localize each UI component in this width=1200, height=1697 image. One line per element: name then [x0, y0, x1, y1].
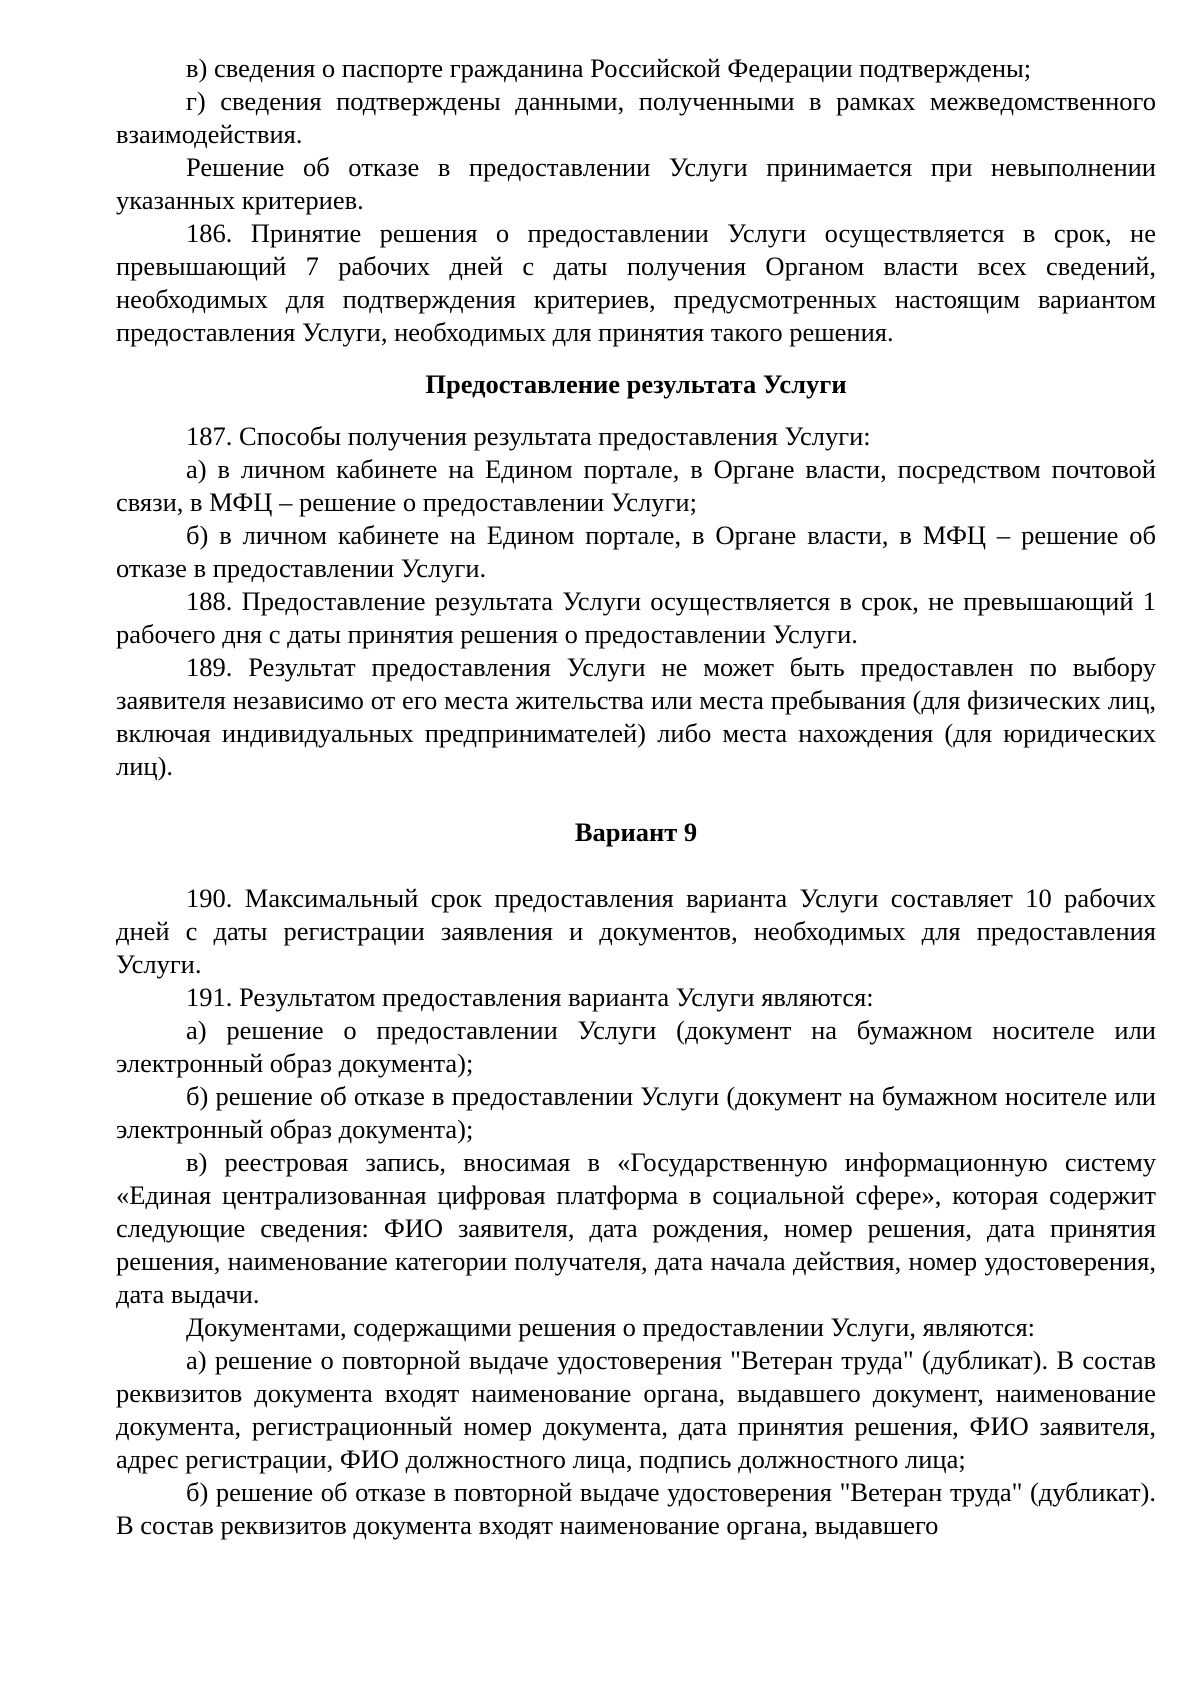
clause-187-b: б) в личном кабинете на Едином портале, в Органе власти, в МФЦ – решение об отказе в предоставлении Услуги.	[116, 520, 1156, 583]
clause-191-a: а) решение о предоставлении Услуги (документ на бумажном носителе или электронный образ документа);	[116, 1015, 1156, 1078]
clause-187-a: а) в личном кабинете на Едином портале, в Органе власти, посредством почтовой связи, в МФЦ – решение о предоставлении Услуги;	[116, 454, 1156, 517]
item-v-passport: в) сведения о паспорте гражданина Российской Федерации подтверждены;	[186, 53, 1032, 83]
decision-documents-intro: Документами, содержащими решения о предоставлении Услуги, являются:	[186, 1312, 1036, 1342]
clause-191-v: в) реестровая запись, вносимая в «Государственную информационную систему «Единая централизованная цифровая платформа в социальной сфере», которая содержит следующие сведения: ФИО заявителя, дата рождения, номер решения, дата принятия решения, наименование категории получателя, дата начала действия, номер удостоверения, дата выдачи.	[116, 1147, 1156, 1309]
heading-result-provision: Предоставление результата Услуги	[425, 369, 847, 399]
clause-191: 191. Результатом предоставления варианта Услуги являются:	[186, 982, 874, 1012]
item-g-interagency: г) сведения подтверждены данными, полученными в рамках межведомственного взаимодействия.	[116, 86, 1156, 149]
refusal-note: Решение об отказе в предоставлении Услуги принимается при невыполнении указанных критериев.	[116, 152, 1156, 215]
clause-189: 189. Результат предоставления Услуги не может быть предоставлен по выбору заявителя независимо от его места жительства или места пребывания (для физических лиц, включая индивидуальных предпринимателей) либо места нахождения (для юридических лиц).	[116, 652, 1156, 781]
clause-186: 186. Принятие решения о предоставлении Услуги осуществляется в срок, не превышающий 7 рабочих дней с даты получения Органом власти всех сведений, необходимых для подтверждения критериев, предусмотренных настоящим вариантом предоставления Услуги, необходимых для принятия такого решения.	[116, 218, 1156, 347]
clause-191-b: б) решение об отказе в предоставлении Услуги (документ на бумажном носителе или электронный образ документа);	[116, 1081, 1156, 1144]
decision-documents-b: б) решение об отказе в повторной выдаче удостоверения "Ветеран труда" (дубликат). В состав реквизитов документа входят наименование органа, выдавшего	[116, 1477, 1156, 1540]
document-page	[116, 52, 1156, 1542]
clause-187: 187. Способы получения результата предоставления Услуги:	[186, 421, 871, 451]
heading-variant-9: Вариант 9	[574, 817, 698, 847]
clause-188: 188. Предоставление результата Услуги осуществляется в срок, не превышающий 1 рабочего дня с даты принятия решения о предоставлении Услуги.	[116, 586, 1156, 649]
decision-documents-a: а) решение о повторной выдаче удостоверения "Ветеран труда" (дубликат). В состав реквизитов документа входят наименование органа, выдавшего документ, наименование документа, регистрационный номер документа, дата принятия решения, ФИО заявителя, адрес регистрации, ФИО должностного лица, подпись должностного лица;	[116, 1345, 1156, 1474]
clause-190: 190. Максимальный срок предоставления варианта Услуги составляет 10 рабочих дней с даты регистрации заявления и документов, необходимых для предоставления Услуги.	[116, 883, 1156, 979]
